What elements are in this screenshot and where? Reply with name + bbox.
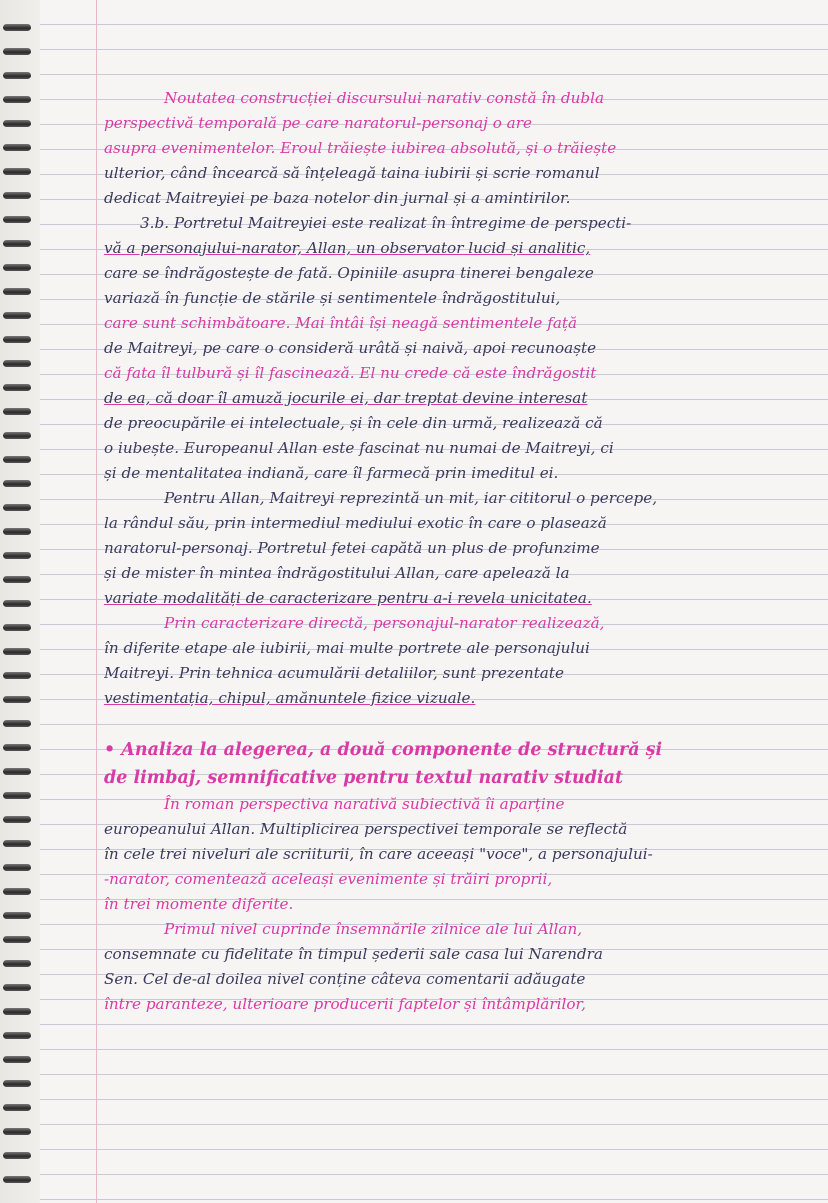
text-line: Pentru Allan, Maitreyi reprezintă un mit, iar cititorul o percepe,: [164, 489, 658, 507]
spiral-ring: [3, 624, 31, 631]
spiral-ring: [3, 864, 31, 871]
text-line: Prin caracterizare directă, personajul-narator realizează,: [164, 614, 605, 632]
text-line: -narator, comentează aceleași evenimente și trăiri proprii,: [104, 870, 553, 888]
spiral-ring: [3, 504, 31, 511]
text-line: consemnate cu fidelitate în timpul șederii sale casa lui Narendra: [104, 945, 603, 963]
text-line: care sunt schimbătoare. Mai întâi își neagă sentimentele față: [104, 314, 578, 332]
text-line: variate modalități de caracterizare pentru a-i revela unicitatea.: [104, 589, 592, 607]
spiral-ring: [3, 1104, 31, 1111]
spiral-ring: [3, 360, 31, 367]
spiral-ring: [3, 1152, 31, 1159]
spiral-ring: [3, 792, 31, 799]
spiral-ring: [3, 432, 31, 439]
spiral-ring: [3, 168, 31, 175]
text-line: Noutatea construcției discursului narativ constă în dubla: [164, 89, 605, 107]
text-line: de ea, că doar îl amuză jocurile ei, dar treptat devine interesat: [104, 389, 588, 407]
spiral-ring: [3, 192, 31, 199]
text-line: de preocupările ei intelectuale, și în cele din urmă, realizează că: [104, 414, 603, 432]
spiral-ring: [3, 216, 31, 223]
spiral-ring: [3, 120, 31, 127]
text-line: ulterior, când încearcă să înțeleagă taina iubirii și scrie romanul: [104, 164, 600, 182]
text-line: europeanului Allan. Multiplicirea perspectivei temporale se reflectă: [104, 820, 628, 838]
text-line: că fata îl tulbură și îl fascinează. El nu crede că este îndrăgostit: [104, 364, 597, 382]
spiral-ring: [3, 1056, 31, 1063]
spiral-ring: [3, 672, 31, 679]
spiral-ring: [3, 768, 31, 775]
spiral-binding: [0, 0, 40, 1203]
text-line: naratorul-personaj. Portretul fetei capătă un plus de profunzime: [104, 539, 600, 557]
spiral-ring: [3, 552, 31, 559]
spiral-ring: [3, 336, 31, 343]
text-line: În roman perspectiva narativă subiectivă îi aparține: [164, 795, 565, 813]
text-line: variază în funcție de stările și sentimentele îndrăgostitului,: [104, 289, 561, 307]
text-line: la rândul său, prin intermediul mediului exotic în care o plasează: [104, 514, 607, 532]
spiral-ring: [3, 384, 31, 391]
text-line: vestimentația, chipul, amănuntele fizice vizuale.: [104, 689, 476, 707]
spiral-ring: [3, 144, 31, 151]
text-line: perspectivă temporală pe care naratorul-personaj o are: [104, 114, 532, 132]
text-line: o iubește. Europeanul Allan este fascinat nu numai de Maitreyi, ci: [104, 439, 614, 457]
spiral-ring: [3, 1080, 31, 1087]
spiral-ring: [3, 240, 31, 247]
text-line: Maitreyi. Prin tehnica acumulării detaliilor, sunt prezentate: [104, 664, 564, 682]
spiral-ring: [3, 720, 31, 727]
spiral-ring: [3, 24, 31, 31]
spiral-ring: [3, 264, 31, 271]
handwritten-text: [104, 86, 816, 1017]
blank-line: [104, 711, 816, 736]
spiral-ring: [3, 984, 31, 991]
text-line: dedicat Maitreyiei pe baza notelor din jurnal și a amintirilor.: [104, 189, 571, 207]
spiral-ring: [3, 648, 31, 655]
text-line: în trei momente diferite.: [104, 895, 294, 913]
text-line: în cele trei niveluri ale scriiturii, în care aceeași "voce", a personajului-: [104, 845, 653, 863]
spiral-ring: [3, 48, 31, 55]
spiral-ring: [3, 408, 31, 415]
text-line: vă a personajului-narator, Allan, un observator lucid și analitic,: [104, 239, 591, 257]
spiral-ring: [3, 96, 31, 103]
spiral-ring: [3, 696, 31, 703]
spiral-ring: [3, 480, 31, 487]
section-heading: • Analiza la alegerea, a două componente de structură și: [104, 740, 663, 760]
spiral-ring: [3, 72, 31, 79]
spiral-ring: [3, 1176, 31, 1183]
text-line: și de mentalitatea indiană, care îl farmecă prin imeditul ei.: [104, 464, 559, 482]
spiral-ring: [3, 312, 31, 319]
text-line: 3.b. Portretul Maitreyiei este realizat în întregime de perspecti-: [140, 214, 632, 232]
spiral-ring: [3, 456, 31, 463]
spiral-ring: [3, 288, 31, 295]
spiral-ring: [3, 744, 31, 751]
text-line: între paranteze, ulterioare producerii faptelor și întâmplărilor,: [104, 995, 586, 1013]
section-heading: de limbaj, semnificative pentru textul narativ studiat: [104, 768, 624, 788]
text-line: asupra evenimentelor. Eroul trăiește iubirea absolută, și o trăiește: [104, 139, 617, 157]
spiral-ring: [3, 1008, 31, 1015]
text-line: Sen. Cel de-al doilea nivel conține câteva comentarii adăugate: [104, 970, 586, 988]
text-line: care se îndrăgostește de fată. Opiniile asupra tinerei bengaleze: [104, 264, 594, 282]
spiral-ring: [3, 576, 31, 583]
spiral-ring: [3, 960, 31, 967]
spiral-ring: [3, 1128, 31, 1135]
spiral-ring: [3, 888, 31, 895]
spiral-ring: [3, 912, 31, 919]
margin-line: [96, 0, 97, 1203]
spiral-ring: [3, 1032, 31, 1039]
spiral-ring: [3, 840, 31, 847]
text-line: Primul nivel cuprinde însemnările zilnice ale lui Allan,: [164, 920, 583, 938]
spiral-ring: [3, 600, 31, 607]
spiral-ring: [3, 936, 31, 943]
text-line: în diferite etape ale iubirii, mai multe portrete ale personajului: [104, 639, 590, 657]
spiral-ring: [3, 528, 31, 535]
spiral-ring: [3, 816, 31, 823]
text-line: de Maitreyi, pe care o consideră urâtă și naivă, apoi recunoaște: [104, 339, 597, 357]
text-line: și de mister în mintea îndrăgostitului Allan, care apelează la: [104, 564, 570, 582]
